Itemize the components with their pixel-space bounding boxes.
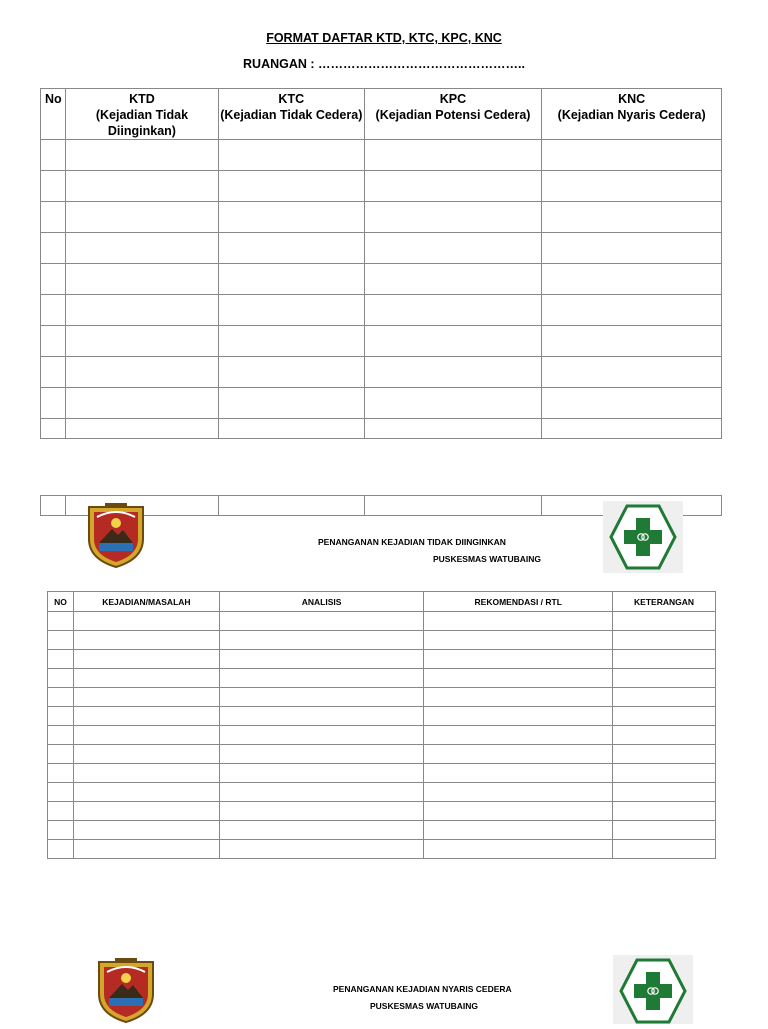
puskesmas-logo-icon [603, 501, 683, 573]
table-row [41, 388, 722, 419]
table-row [48, 688, 716, 707]
table-row [48, 612, 716, 631]
header-ktc [218, 89, 364, 140]
table-row [48, 726, 716, 745]
puskesmas-logo-icon [613, 955, 693, 1024]
table-row [48, 707, 716, 726]
header-kejadian: KEJADIAN/MASALAH [73, 592, 219, 612]
room-line: RUANGAN : ………………………………………….. [243, 57, 525, 71]
header-knc [542, 89, 722, 140]
section2-caption-line1: PENANGANAN KEJADIAN TIDAK DIINGINKAN [318, 537, 506, 547]
table-row [48, 783, 716, 802]
table-row [41, 419, 722, 439]
table-row [48, 840, 716, 859]
table-row [48, 650, 716, 669]
table-row [41, 233, 722, 264]
header-no: No [41, 89, 66, 140]
table-header-row [48, 592, 716, 612]
regional-emblem-icon [85, 501, 147, 569]
table-row [41, 202, 722, 233]
header-rekomendasi: REKOMENDASI / RTL [424, 592, 613, 612]
header-kpc-desc: (Kejadian Potensi Cedera) [375, 108, 531, 122]
table-header-row [41, 89, 722, 140]
header-kpc-code: KPC [439, 92, 467, 106]
table-row [48, 821, 716, 840]
table-row [48, 669, 716, 688]
incident-handling-table [47, 591, 716, 859]
table-row [48, 631, 716, 650]
section3-caption-line2: PUSKESMAS WATUBAING [370, 1001, 478, 1011]
incident-list-table [40, 88, 722, 439]
header-knc-code: KNC [618, 92, 646, 106]
header-kpc [364, 89, 542, 140]
table-row [41, 326, 722, 357]
regional-emblem-icon [95, 956, 157, 1024]
header-ktc-desc: (Kejadian Tidak Cedera) [220, 108, 363, 122]
table-row [41, 264, 722, 295]
section2-caption-line2: PUSKESMAS WATUBAING [433, 554, 541, 564]
header-ktd-code: KTD [129, 92, 155, 106]
header-ktd [65, 89, 218, 140]
section3-caption-line1: PENANGANAN KEJADIAN NYARIS CEDERA [333, 984, 512, 994]
header-analisis: ANALISIS [219, 592, 424, 612]
table-row [48, 764, 716, 783]
header-knc-desc: (Kejadian Nyaris Cedera) [557, 108, 706, 122]
table-row [41, 171, 722, 202]
header-ktc-code: KTC [278, 92, 305, 106]
header-no: NO [48, 592, 74, 612]
table-row [41, 357, 722, 388]
table-row [41, 295, 722, 326]
header-ktd-desc: (Kejadian Tidak Diinginkan) [95, 108, 189, 138]
table-row [48, 745, 716, 764]
document-title: FORMAT DAFTAR KTD, KTC, KPC, KNC [266, 31, 502, 45]
header-keterangan: KETERANGAN [613, 592, 716, 612]
table-row [41, 140, 722, 171]
table-row [48, 802, 716, 821]
